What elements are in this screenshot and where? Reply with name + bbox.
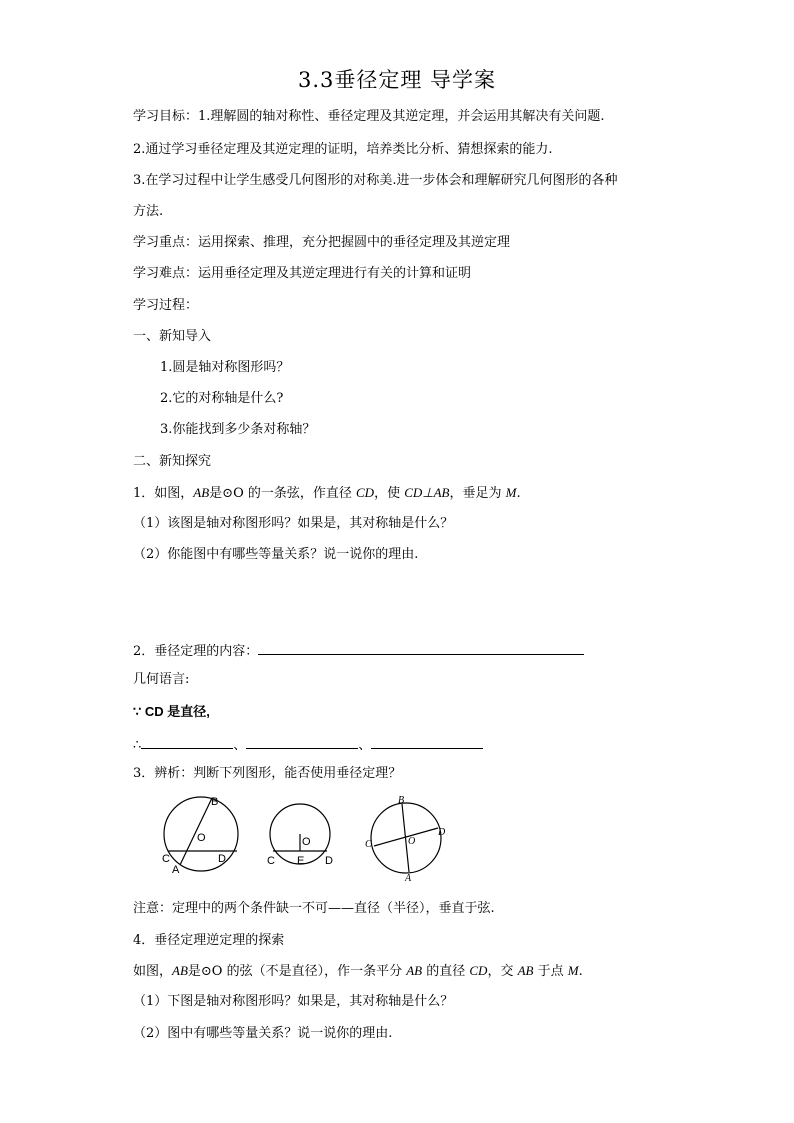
figure-2-label-e: E xyxy=(297,855,305,867)
geometry-language-label: 几何语言: xyxy=(133,672,190,687)
figure-3-label-b: B xyxy=(398,795,405,806)
figure-2-label-o: O xyxy=(302,836,311,848)
figure-1 xyxy=(160,792,240,878)
conclusion-blank-2[interactable] xyxy=(246,734,358,749)
problem-4-heading: 4．垂径定理逆定理的探索 xyxy=(133,933,285,948)
problem-4-m: M xyxy=(567,963,579,978)
diameter-cd-label: CD xyxy=(356,485,375,500)
problem-1-text-e: . xyxy=(516,486,521,501)
perpendicular-label: CD⊥AB xyxy=(404,485,450,500)
note: 注意：定理中的两个条件缺一不可——直径（半径），垂直于弦. xyxy=(133,901,495,916)
figure-3-label-a: A xyxy=(405,873,412,882)
problem-1-question-2: （2）你能图中有哪些等量关系？说一说你的理由. xyxy=(133,547,419,562)
section1-question-1: 1.圆是轴对称图形吗？ xyxy=(160,360,290,375)
separator-2: 、 xyxy=(358,738,372,753)
problem-3-text: 3．辨析：判断下列图形，能否使用垂径定理？ xyxy=(133,766,402,781)
chord-ab-label: AB xyxy=(193,485,210,500)
problem-4-statement xyxy=(133,962,583,981)
problem-1-text-c: ，使 xyxy=(374,486,405,501)
conclusion-blank-3[interactable] xyxy=(371,734,483,749)
figure-3-label-o: O xyxy=(408,836,416,847)
section2-heading: 二、新知探究 xyxy=(133,454,212,469)
problem-4-text-e: 于点 xyxy=(533,964,568,979)
figure-1-label-o: O xyxy=(197,832,206,844)
figure-1-chord-ab xyxy=(180,798,212,865)
problem-4-question-2: （2）图中有哪些等量关系？说一说你的理由. xyxy=(133,1026,393,1041)
problem-1-text-d: ，垂足为 xyxy=(449,486,506,501)
figure-1-label-d: D xyxy=(218,853,226,865)
problem-2-text: 2．垂径定理的内容： xyxy=(133,644,259,659)
problem-4-question-1: （1）下图是轴对称图形吗？如果是，其对称轴是什么？ xyxy=(133,994,454,1009)
problem-1-statement xyxy=(133,484,521,503)
problem-4-ab-3: AB xyxy=(517,963,534,978)
figure-2 xyxy=(262,800,342,872)
conclusion-blank-1[interactable] xyxy=(141,734,233,749)
theorem-answer-blank[interactable] xyxy=(258,640,584,655)
problem-4-cd: CD xyxy=(469,963,488,978)
figure-2-label-c: C xyxy=(267,855,275,867)
foot-m-label: M xyxy=(505,485,517,500)
problem-4-ab-1: AB xyxy=(172,963,188,978)
section1-question-2: 2.它的对称轴是什么? xyxy=(160,391,284,406)
problem-4-text-a: 如图， xyxy=(133,964,173,979)
problem-1-text-a: 1．如图， xyxy=(133,486,194,501)
figure-3-label-c: C xyxy=(365,839,372,850)
objective-item-1: 1.理解圆的轴对称性、垂径定理及其逆定理，并会运用其解决有关问题. xyxy=(198,109,605,124)
figure-2-label-d: D xyxy=(325,855,333,867)
therefore-line xyxy=(133,734,483,755)
problem-4-text-f: . xyxy=(578,964,583,979)
problem-4-text-b: 是⊙O 的弦（不是直径），作一条平分 xyxy=(187,964,407,979)
objective-item-3a: 3.在学习过程中让学生感受几何图形的对称美.进一步体会和理解研究几何图形的各种 xyxy=(133,173,618,188)
figure-3-label-d: D xyxy=(438,827,446,838)
page-title: 3.3垂径定理 导学案 xyxy=(297,68,497,92)
objective-item-3b: 方法. xyxy=(133,204,164,219)
problem-4-text-d: ，交 xyxy=(487,964,518,979)
objectives-label: 学习目标： xyxy=(133,109,199,124)
process-label: 学习过程： xyxy=(133,298,199,313)
problem-4-ab-2: AB xyxy=(406,963,423,978)
key-point: 学习重点：运用探索、推理，充分把握圆中的垂径定理及其逆定理 xyxy=(133,235,511,250)
section1-heading: 一、新知导入 xyxy=(133,329,212,344)
therefore-symbol: ∴ xyxy=(133,738,142,753)
difficulty: 学习难点：运用垂径定理及其逆定理进行有关的计算和证明 xyxy=(133,266,472,281)
problem-4-text-c: 的直径 xyxy=(422,964,470,979)
figure-1-label-a: A xyxy=(172,864,180,876)
problem-1-question-1: （1）该图是轴对称图形吗？如果是，其对称轴是什么？ xyxy=(133,516,454,531)
figure-1-label-c: C xyxy=(162,853,170,865)
separator-1: 、 xyxy=(233,738,247,753)
problem-2-line xyxy=(133,640,584,661)
figure-1-label-b: B xyxy=(211,796,219,808)
because-statement: ∵ CD 是直径, xyxy=(133,704,210,719)
figure-3 xyxy=(362,794,448,882)
objective-item-2: 2.通过学习垂径定理及其逆定理的证明，培养类比分析、猜想探索的能力. xyxy=(133,142,553,157)
objective-line-1 xyxy=(133,108,605,126)
problem-1-text-b: 是⊙O 的一条弦，作直径 xyxy=(209,486,356,501)
section1-question-3: 3.你能找到多少条对称轴？ xyxy=(160,422,316,437)
